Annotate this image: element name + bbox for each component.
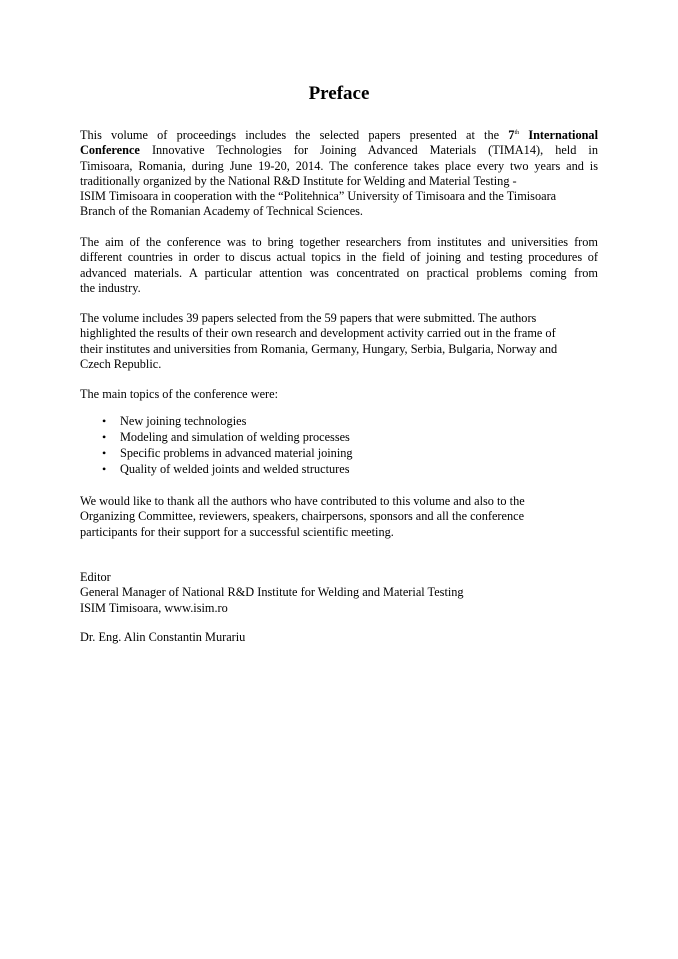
- intro-line-4: traditionally organized by the National R&D Institute for Welding and Material Testing -: [80, 173, 517, 188]
- aim-line-1: The aim of the conference was to bring together researchers from institutes and universities from: [80, 235, 598, 249]
- aim-line-2: different countries in order to discus actual topics in the field of joining and testing procedures of: [80, 250, 598, 265]
- list-item: • Specific problems in advanced material joining: [102, 446, 353, 460]
- intro-line-3: Timisoara, Romania, during June 19-20, 2014. The conference takes place every two years and is: [80, 158, 598, 173]
- volume-paragraph: [80, 311, 598, 372]
- bullet-icon: •: [102, 414, 107, 428]
- volume-line-2: highlighted the results of their own research and development activity carried out in the frame of: [80, 326, 556, 341]
- bullet-icon: •: [102, 430, 107, 444]
- page-title: Preface: [308, 83, 370, 104]
- intro-line-5: ISIM Timisoara in cooperation with the “Politehnica” University of Timisoara and the Timisoara: [80, 189, 557, 204]
- aim-line-3: advanced materials. A particular attention was concentrated on practical problems coming from: [80, 265, 598, 280]
- topics-intro: The main topics of the conference were:: [80, 387, 279, 401]
- volume-line-4: Czech Republic.: [80, 356, 162, 371]
- list-item: • Modeling and simulation of welding processes: [102, 430, 350, 444]
- intro-line-2: Conference Innovative Technologies for Joining Advanced Materials (TIMA14), held in: [80, 143, 598, 158]
- thanks-paragraph: [80, 494, 598, 540]
- topics-list: [80, 413, 353, 477]
- signature-block: [80, 570, 598, 616]
- thanks-line-1: We would like to thank all the authors who have contributed to this volume and also to the: [80, 494, 525, 508]
- list-item: • Quality of welded joints and welded structures: [102, 462, 350, 476]
- bullet-icon: •: [102, 462, 107, 476]
- volume-line-3: their institutes and universities from Romania, Germany, Hungary, Serbia, Bulgaria, Norway and: [80, 341, 558, 356]
- aim-paragraph: [80, 235, 598, 296]
- bullet-icon: •: [102, 446, 107, 460]
- aim-line-4: the industry.: [80, 280, 141, 295]
- list-item: • New joining technologies: [102, 414, 247, 428]
- intro-line-1: This volume of proceedings includes the selected papers presented at the 7th International: [80, 128, 598, 142]
- volume-line-1: The volume includes 39 papers selected from the 59 papers that were submitted. The authors: [80, 311, 537, 325]
- intro-line-6: Branch of the Romanian Academy of Technical Sciences.: [80, 204, 364, 219]
- editor-role: Editor: [80, 570, 111, 584]
- editor-position: General Manager of National R&D Institute for Welding and Material Testing: [80, 585, 464, 600]
- thanks-line-2: Organizing Committee, reviewers, speakers, chairpersons, sponsors and all the conference: [80, 509, 525, 524]
- intro-paragraph: [80, 128, 598, 220]
- editor-name-block: [80, 630, 598, 645]
- thanks-line-3: participants for their support for a successful scientific meeting.: [80, 524, 394, 539]
- editor-name: Dr. Eng. Alin Constantin Murariu: [80, 630, 246, 644]
- editor-organization: ISIM Timisoara, www.isim.ro: [80, 600, 228, 615]
